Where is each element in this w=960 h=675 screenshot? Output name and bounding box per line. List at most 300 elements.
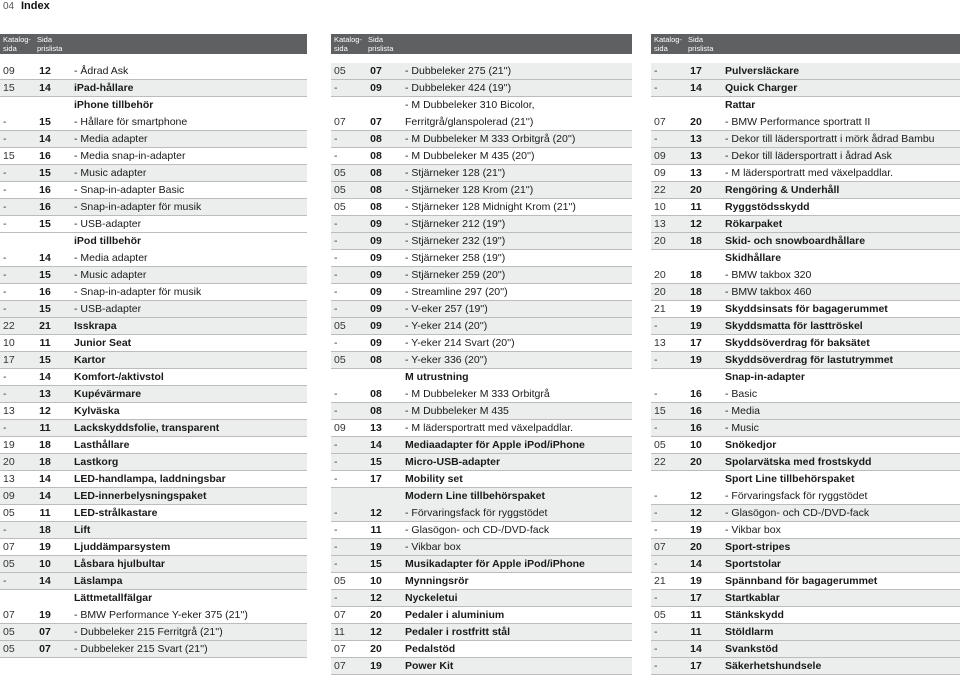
index-entry — [725, 643, 958, 658]
index-row — [0, 386, 307, 403]
entry-text: - V-eker 257 (19'') — [405, 303, 488, 315]
price-list-page: 21 — [39, 320, 51, 332]
index-entry — [74, 150, 305, 165]
price-list-page: 14 — [690, 643, 702, 655]
entry-text: - BMW Performance sportratt II — [725, 115, 871, 128]
catalog-page: 15 — [3, 150, 15, 162]
index-entry — [74, 371, 305, 386]
entry-heading: Nyckeletui — [405, 592, 458, 604]
price-list-page: 09 — [370, 286, 382, 298]
index-row — [651, 335, 960, 352]
catalog-page: - — [3, 575, 7, 587]
entry-text: - Stjärneker 212 (19'') — [405, 218, 506, 230]
index-entry — [74, 167, 305, 182]
entry-heading: Låsbara hjulbultar — [74, 558, 166, 570]
index-entry — [725, 65, 958, 80]
catalog-page: - — [3, 115, 7, 128]
entry-text: - Stjärneker 128 (21'') — [405, 167, 506, 179]
index-entry — [725, 371, 958, 403]
entry-text: - Förvaringsfack för ryggstödet — [725, 489, 868, 502]
index-entry — [74, 456, 305, 471]
index-entry — [725, 422, 958, 437]
index-row — [651, 80, 960, 97]
index-entry — [725, 82, 958, 97]
price-list-page: 14 — [690, 82, 702, 94]
price-list-page: 15 — [370, 558, 382, 570]
index-row — [331, 624, 632, 641]
index-entry — [405, 371, 630, 403]
index-row — [651, 471, 960, 505]
price-list-page: 19 — [690, 303, 702, 315]
index-entry — [725, 575, 958, 590]
entry-heading: Pedalstöd — [405, 643, 456, 655]
entry-heading: iPod tillbehör — [74, 235, 142, 247]
catalog-page: - — [3, 184, 7, 196]
price-list-page: 08 — [370, 354, 382, 366]
entry-text: - Streamline 297 (20'') — [405, 286, 508, 298]
price-list-page: 14 — [39, 133, 51, 145]
entry-text: - M Dubbeleker M 435 — [405, 405, 509, 417]
index-row — [651, 284, 960, 301]
price-list-page: 19 — [39, 541, 51, 553]
price-list-page: 14 — [39, 473, 51, 485]
index-entry — [725, 252, 958, 284]
entry-text: - Vikbar box — [725, 524, 781, 536]
entry-text: - Stjärneker 258 (19'') — [405, 252, 506, 264]
catalog-page: 07 — [3, 608, 15, 621]
price-list-page: 14 — [39, 490, 51, 502]
price-list-page: 20 — [370, 643, 382, 655]
index-entry — [725, 473, 958, 505]
index-row — [0, 233, 307, 267]
index-row — [651, 556, 960, 573]
catalog-page: 07 — [334, 609, 346, 621]
price-list-page: 10 — [370, 575, 382, 587]
catalog-page: - — [654, 65, 658, 77]
price-list-page: 12 — [690, 507, 702, 519]
price-list-page: 17 — [690, 65, 702, 77]
entry-text: - USB-adapter — [74, 218, 142, 230]
price-list-page: 15 — [39, 115, 51, 128]
catalog-page: - — [334, 337, 338, 349]
index-entry — [74, 439, 305, 454]
index-row — [651, 658, 960, 675]
price-list-page: 12 — [370, 506, 382, 519]
entry-heading: Kylväska — [74, 405, 120, 417]
index-row — [0, 301, 307, 318]
index-entry — [405, 592, 630, 607]
index-row — [331, 454, 632, 471]
index-entry — [405, 575, 630, 590]
entry-heading: Skyddsöverdrag för baksätet — [725, 337, 870, 349]
page-title: Index — [21, 0, 50, 12]
index-row — [331, 165, 632, 182]
catalog-page: - — [654, 422, 658, 434]
price-list-page: 19 — [690, 320, 702, 332]
index-row — [651, 301, 960, 318]
index-row — [0, 624, 307, 641]
index-entry — [405, 184, 630, 199]
price-list-page: 16 — [690, 405, 702, 417]
entry-heading: Komfort-/aktivstol — [74, 371, 164, 383]
index-entry — [405, 660, 630, 675]
catalog-page: 05 — [334, 167, 346, 179]
price-list-page: 16 — [690, 422, 702, 434]
catalog-page: 07 — [654, 115, 666, 128]
index-entry — [405, 286, 630, 301]
price-list-page: 12 — [690, 218, 702, 230]
catalog-page: 21 — [654, 575, 666, 587]
index-row — [651, 641, 960, 658]
entry-heading: Lasthållare — [74, 439, 130, 451]
price-list-page: 10 — [690, 439, 702, 451]
catalog-page: 20 — [654, 235, 666, 247]
catalog-page: 22 — [654, 184, 666, 196]
catalog-page: - — [334, 506, 338, 519]
entry-text: - Music — [725, 422, 759, 434]
column-header — [331, 34, 632, 54]
index-row — [331, 573, 632, 590]
index-row — [331, 301, 632, 318]
index-row — [331, 216, 632, 233]
index-entry — [74, 337, 305, 352]
index-entry — [74, 524, 305, 539]
index-entry — [725, 558, 958, 573]
index-entry — [405, 643, 630, 658]
index-entry — [405, 133, 630, 148]
catalog-page: - — [334, 456, 338, 468]
catalog-page: - — [334, 558, 338, 570]
index-entry — [74, 558, 305, 573]
index-entry — [725, 524, 958, 539]
catalog-page: 09 — [654, 150, 666, 162]
entry-text: - Snap-in-adapter för musik — [74, 201, 202, 213]
entry-heading: Musikadapter för Apple iPod/iPhone — [405, 558, 585, 570]
entry-text: - Dekor till lädersportratt i ådrad Ask — [725, 150, 892, 162]
index-entry — [74, 65, 305, 80]
index-entry — [74, 541, 305, 556]
index-entry — [405, 65, 630, 80]
entry-text: Ferritgrå/glanspolerad (21'') — [405, 115, 534, 128]
catalog-page: 13 — [3, 405, 15, 417]
price-list-page: 09 — [370, 303, 382, 315]
entry-heading: Läslampa — [74, 575, 123, 587]
index-row — [331, 250, 632, 267]
price-list-page: 17 — [370, 473, 382, 485]
index-row — [651, 352, 960, 369]
index-row — [651, 522, 960, 539]
price-list-page: 14 — [39, 371, 51, 383]
catalog-page: - — [334, 269, 338, 281]
entry-text: - Dubbeleker 215 Svart (21'') — [74, 643, 208, 655]
index-row — [0, 522, 307, 539]
catalog-page: 05 — [334, 354, 346, 366]
price-list-page: 17 — [690, 592, 702, 604]
index-row — [331, 318, 632, 335]
entry-text: - Dubbeleker 424 (19'') — [405, 82, 512, 94]
entry-heading: M utrustning — [405, 371, 469, 383]
entry-heading: Pedaler i rostfritt stål — [405, 626, 511, 638]
catalog-page: - — [654, 626, 658, 638]
price-list-page: 14 — [690, 558, 702, 570]
entry-text: - Glasögon- och CD-/DVD-fack — [405, 524, 550, 536]
entry-text: - M lädersportratt med växelpaddlar. — [725, 167, 894, 179]
price-list-page: 08 — [370, 405, 382, 417]
catalog-page: 09 — [3, 65, 15, 77]
header-prislista: Sida prislista — [688, 35, 714, 53]
catalog-page: - — [3, 524, 7, 536]
price-list-page: 18 — [39, 439, 51, 451]
index-row — [651, 131, 960, 148]
header-prislista: Sida prislista — [37, 35, 63, 53]
index-entry — [74, 507, 305, 522]
entry-text: - Snap-in-adapter för musik — [74, 286, 202, 298]
entry-heading: Micro-USB-adapter — [405, 456, 501, 468]
catalog-page: - — [334, 218, 338, 230]
index-rows — [0, 63, 307, 658]
price-list-page: 12 — [39, 405, 51, 417]
price-list-page: 09 — [370, 235, 382, 247]
index-row — [0, 437, 307, 454]
catalog-page: 05 — [3, 558, 15, 570]
catalog-page: - — [334, 235, 338, 247]
index-row — [0, 165, 307, 182]
index-row — [0, 403, 307, 420]
price-list-page: 18 — [39, 456, 51, 468]
catalog-page: 20 — [654, 268, 666, 281]
entry-text: - Y-eker 214 (20'') — [405, 320, 488, 332]
catalog-page: 07 — [334, 660, 346, 672]
entry-text: - M lädersportratt med växelpaddlar. — [405, 422, 574, 434]
catalog-page: 15 — [654, 405, 666, 417]
price-list-page: 08 — [370, 133, 382, 145]
index-entry — [74, 422, 305, 437]
price-list-page: 09 — [370, 218, 382, 230]
index-row — [0, 352, 307, 369]
price-list-page: 09 — [370, 337, 382, 349]
index-row — [651, 148, 960, 165]
catalog-page: - — [3, 251, 7, 264]
index-entry — [405, 235, 630, 250]
entry-heading: Sport-stripes — [725, 541, 791, 553]
entry-heading: LED-handlampa, laddningsbar — [74, 473, 226, 485]
catalog-page: - — [3, 269, 7, 281]
entry-text: - Dekor till lädersportratt i mörk ådrad Bambu — [725, 133, 935, 145]
price-list-page: 20 — [690, 456, 702, 468]
index-entry — [725, 626, 958, 641]
price-list-page: 09 — [370, 269, 382, 281]
price-list-page: 18 — [39, 524, 51, 536]
catalog-page: - — [654, 320, 658, 332]
catalog-page: 22 — [654, 456, 666, 468]
index-entry — [725, 184, 958, 199]
entry-text: - Media adapter — [74, 133, 148, 145]
entry-text: - Dubbeleker 215 Ferritgrå (21'') — [74, 626, 223, 638]
entry-heading: Kartor — [74, 354, 106, 366]
index-entry — [405, 218, 630, 233]
entry-heading: Skyddsinsats för bagagerummet — [725, 303, 888, 315]
index-row — [0, 539, 307, 556]
price-list-page: 18 — [690, 235, 702, 247]
catalog-page: 09 — [334, 422, 346, 434]
catalog-page: - — [654, 507, 658, 519]
index-entry — [725, 201, 958, 216]
column-header — [651, 34, 960, 54]
entry-text: - Förvaringsfack för ryggstödet — [405, 506, 548, 519]
entry-heading: Rökarpaket — [725, 218, 783, 230]
index-row — [651, 437, 960, 454]
index-entry — [725, 235, 958, 250]
index-entry — [405, 405, 630, 420]
index-row — [0, 488, 307, 505]
entry-text: - Vikbar box — [405, 541, 461, 553]
catalog-page: - — [654, 133, 658, 145]
catalog-page: - — [654, 558, 658, 570]
index-row — [0, 369, 307, 386]
index-row — [0, 284, 307, 301]
index-entry — [405, 82, 630, 97]
price-list-page: 15 — [39, 269, 51, 281]
index-entry — [405, 354, 630, 369]
entry-text: - Stjärneker 259 (20'') — [405, 269, 506, 281]
entry-text: - BMW takbox 460 — [725, 286, 812, 298]
index-entry — [405, 99, 630, 131]
entry-heading: Lättmetallfälgar — [74, 592, 153, 604]
price-list-page: 15 — [39, 303, 51, 315]
index-row — [0, 63, 307, 80]
index-column-3 — [651, 34, 960, 675]
catalog-page: 05 — [334, 575, 346, 587]
entry-heading: Stänkskydd — [725, 609, 784, 621]
entry-text: - BMW takbox 320 — [725, 268, 812, 281]
index-row — [651, 607, 960, 624]
entry-heading: Rattar — [725, 99, 756, 111]
catalog-page: 05 — [3, 626, 15, 638]
catalog-page: 20 — [654, 286, 666, 298]
price-list-page: 13 — [690, 133, 702, 145]
price-list-page: 08 — [370, 184, 382, 196]
price-list-page: 14 — [39, 251, 51, 264]
index-entry — [405, 201, 630, 216]
catalog-page: - — [654, 387, 658, 400]
entry-text: - Dubbeleker 275 (21'') — [405, 65, 512, 77]
index-entry — [725, 320, 958, 335]
price-list-page: 20 — [690, 115, 702, 128]
index-row — [331, 131, 632, 148]
catalog-page: - — [334, 252, 338, 264]
catalog-page: - — [654, 524, 658, 536]
catalog-page: 15 — [3, 82, 15, 94]
index-row — [0, 454, 307, 471]
index-row — [651, 420, 960, 437]
catalog-page: - — [334, 133, 338, 145]
index-row — [331, 641, 632, 658]
catalog-page: 05 — [3, 507, 15, 519]
catalog-page: 05 — [334, 201, 346, 213]
index-row — [651, 165, 960, 182]
index-row — [0, 182, 307, 199]
index-entry — [725, 592, 958, 607]
index-row — [651, 233, 960, 250]
entry-heading: Rengöring & Underhåll — [725, 184, 840, 196]
price-list-page: 19 — [690, 575, 702, 587]
entry-heading: iPhone tillbehör — [74, 99, 154, 111]
index-row — [331, 522, 632, 539]
index-row — [651, 403, 960, 420]
price-list-page: 15 — [39, 354, 51, 366]
index-row — [651, 573, 960, 590]
index-row — [0, 267, 307, 284]
index-row — [651, 216, 960, 233]
price-list-page: 16 — [39, 150, 51, 162]
catalog-page: 07 — [654, 541, 666, 553]
catalog-page: 13 — [654, 218, 666, 230]
entry-heading: Lift — [74, 524, 91, 536]
index-entry — [405, 150, 630, 165]
catalog-page: - — [3, 133, 7, 145]
price-list-page: 12 — [39, 65, 51, 77]
index-entry — [74, 218, 305, 233]
index-entry — [725, 609, 958, 624]
catalog-page: 07 — [3, 541, 15, 553]
catalog-page: - — [334, 541, 338, 553]
index-entry — [405, 439, 630, 454]
index-row — [331, 63, 632, 80]
index-row — [0, 216, 307, 233]
catalog-page: 07 — [334, 643, 346, 655]
price-list-page: 11 — [690, 626, 702, 638]
header-katalogsida: Katalog- sida — [654, 35, 682, 53]
index-row — [0, 505, 307, 522]
index-entry — [725, 99, 958, 131]
catalog-page: 10 — [3, 337, 15, 349]
catalog-page: - — [3, 218, 7, 230]
entry-heading: Mobility set — [405, 473, 463, 485]
index-entry — [74, 592, 305, 624]
index-entry — [725, 456, 958, 471]
index-row — [331, 539, 632, 556]
index-row — [0, 199, 307, 216]
entry-heading: LED-innerbelysningspaket — [74, 490, 207, 502]
price-list-page: 19 — [690, 354, 702, 366]
entry-heading: Skidhållare — [725, 252, 782, 264]
price-list-page: 15 — [370, 456, 382, 468]
price-list-page: 13 — [39, 388, 51, 400]
index-row — [651, 505, 960, 522]
index-row — [331, 471, 632, 488]
column-header — [0, 34, 307, 54]
index-entry — [74, 133, 305, 148]
entry-heading: Startkablar — [725, 592, 780, 604]
catalog-page: 17 — [3, 354, 15, 366]
catalog-page: 09 — [654, 167, 666, 179]
index-row — [0, 641, 307, 658]
catalog-page: - — [654, 660, 658, 672]
price-list-page: 14 — [39, 82, 51, 94]
entry-heading: Sport Line tillbehörspaket — [725, 473, 855, 485]
price-list-page: 08 — [370, 167, 382, 179]
entry-text: - Basic — [725, 387, 758, 400]
index-entry — [74, 201, 305, 216]
price-list-page: 17 — [690, 337, 702, 349]
price-list-page: 09 — [370, 82, 382, 94]
catalog-page: 19 — [3, 439, 15, 451]
index-entry — [405, 626, 630, 641]
entry-heading: Säkerhetshundsele — [725, 660, 822, 672]
entry-heading: Lackskyddsfolie, transparent — [74, 422, 220, 434]
index-row — [331, 182, 632, 199]
catalog-page: - — [334, 592, 338, 604]
